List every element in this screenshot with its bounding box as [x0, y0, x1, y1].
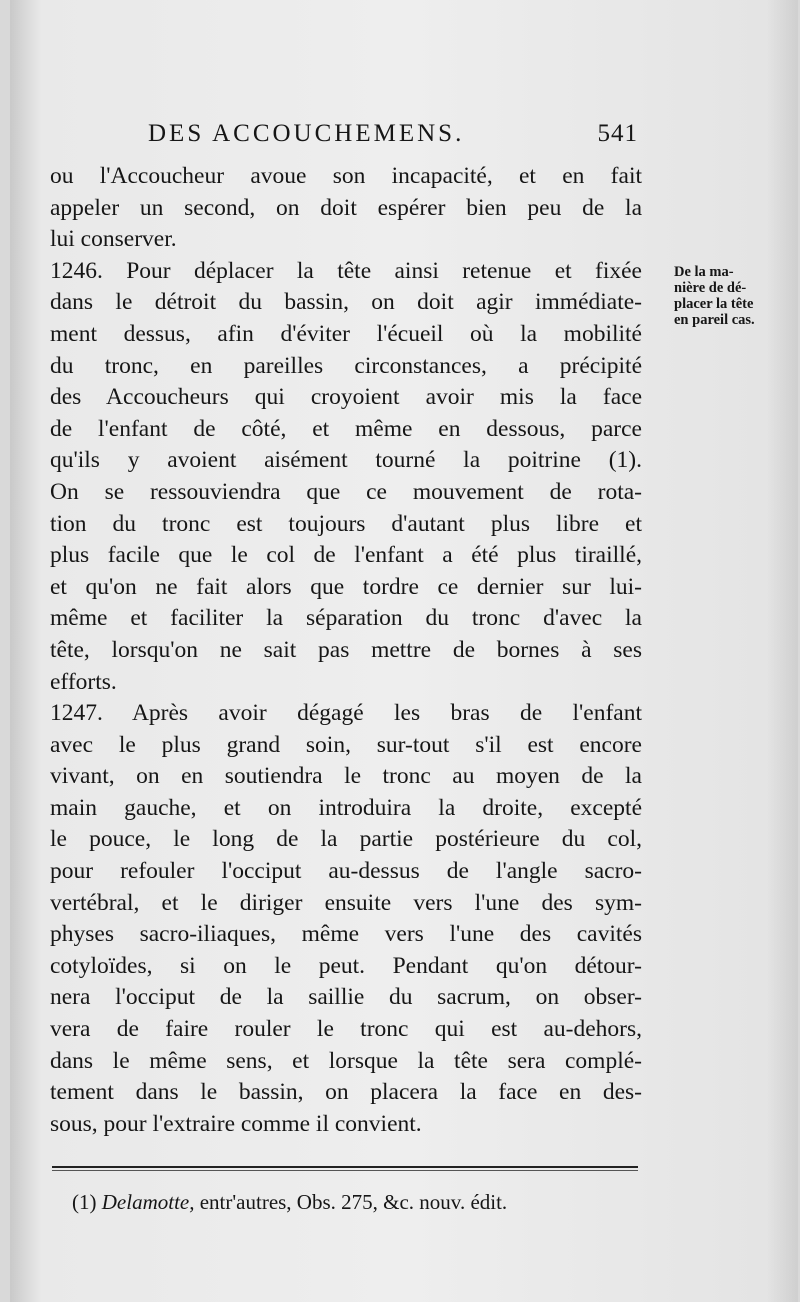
text-line: appeler un second, on doit espérer bien peu de la	[50, 194, 642, 221]
text-line: efforts.	[50, 668, 117, 695]
text-line: main gauche, et on introduira la droite, excepté	[50, 794, 642, 821]
text-line: sous, pour l'extraire comme il convient.	[50, 1110, 422, 1137]
body-text	[50, 161, 642, 1140]
text-line: vertébral, et le diriger ensuite vers l'une des sym-	[50, 889, 642, 916]
text-line: avec le plus grand soin, sur-tout s'il est encore	[50, 731, 642, 758]
text-line: On se ressouviendra que ce mouvement de rota-	[50, 478, 642, 505]
text-line: tête, lorsqu'on ne sait pas mettre de bornes à ses	[50, 636, 642, 663]
text-line: 1247. Après avoir dégagé les bras de l'enfant	[50, 700, 642, 727]
text-line: lui conserver.	[50, 226, 177, 253]
footnote-rule	[52, 1166, 638, 1168]
text-line: plus facile que le col de l'enfant a été plus tiraillé,	[50, 542, 642, 569]
text-line: nera l'occiput de la saillie du sacrum, on obser-	[50, 984, 642, 1011]
margin-note-line: placer la tête	[674, 296, 754, 312]
footnote	[72, 1190, 632, 1215]
text-line: pour refouler l'occiput au-dessus de l'angle sacro-	[50, 858, 642, 885]
footnote-rule-thin	[52, 1170, 638, 1171]
text-line: tion du tronc est toujours d'autant plus libre et	[50, 510, 642, 537]
text-line: physes sacro-iliaques, même vers l'une des cavités	[50, 921, 642, 948]
book-page	[10, 0, 798, 1302]
margin-note-line: nière de dé-	[674, 280, 747, 296]
text-line: tement dans le bassin, on placera la face en des-	[50, 1079, 642, 1106]
text-line: vivant, on en soutiendra le tronc au moyen de la	[50, 763, 642, 790]
text-line: de l'enfant de côté, et même en dessous, parce	[50, 415, 642, 442]
text-line: ment dessus, afin d'éviter l'écueil où la mobilité	[50, 320, 642, 347]
running-header	[148, 120, 638, 154]
text-line: des Accoucheurs qui croyoient avoir mis la face	[50, 384, 642, 411]
text-line: qu'ils y avoient aisément tourné la poitrine (1).	[50, 447, 642, 474]
text-line: et qu'on ne fait alors que tordre ce dernier sur lui-	[50, 573, 642, 600]
text-line: le pouce, le long de la partie postérieure du col,	[50, 826, 642, 853]
margin-note-line: De la ma-	[674, 264, 734, 280]
header-title: DES ACCOUCHEMENS.	[148, 120, 465, 147]
footnote-text: entr'autres, Obs. 275, &c. nouv. édit.	[199, 1190, 508, 1214]
page-number: 541	[597, 120, 638, 147]
text-line: vera de faire rouler le tronc qui est au-dehors,	[50, 1016, 642, 1043]
footnote-marker: (1)	[72, 1190, 97, 1214]
text-line: du tronc, en pareilles circonstances, a précipité	[50, 352, 642, 379]
text-line: ou l'Accoucheur avoue son incapacité, et en fait	[50, 163, 642, 189]
text-line: 1246. Pour déplacer la tête ainsi retenue et fixée	[50, 257, 642, 284]
footnote-author: Delamotte,	[101, 1190, 195, 1214]
text-line: cotyloïdes, si on le peut. Pendant qu'on détour-	[50, 952, 642, 979]
margin-note	[674, 264, 774, 328]
text-line: dans le même sens, et lorsque la tête sera complé-	[50, 1047, 642, 1074]
margin-note-line: en pareil cas.	[674, 312, 755, 328]
text-line: dans le détroit du bassin, on doit agir immédiate-	[50, 289, 642, 316]
text-line: même et faciliter la séparation du tronc d'avec la	[50, 605, 642, 632]
